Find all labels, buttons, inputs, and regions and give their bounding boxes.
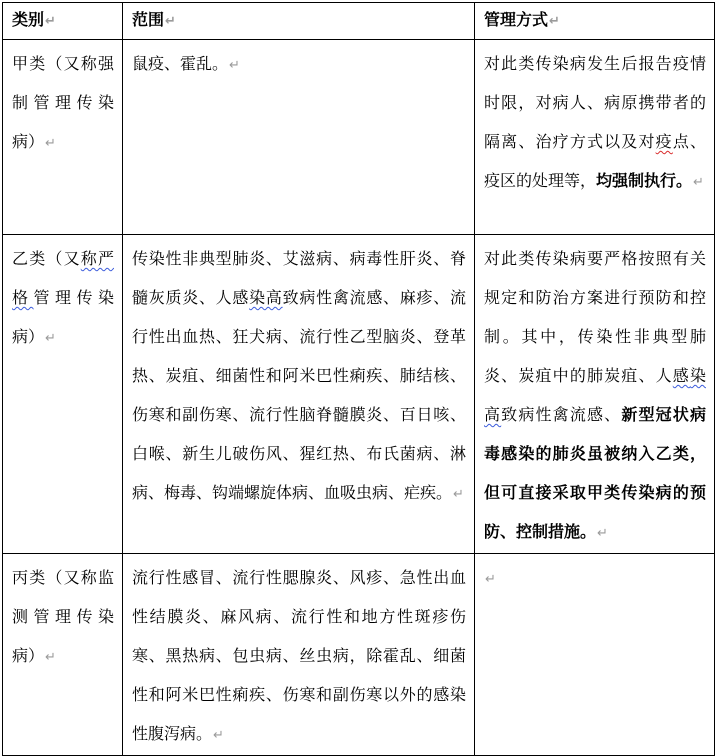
cell-scope-a [123,40,475,235]
management-b-bold: 新型冠状病毒感染的肺炎虽被纳入乙类，但可直接采取甲类传染病的预防、控制措施。 [484,405,706,541]
management-a-text-2: 点、疫区的处理等， [484,132,706,190]
table-row-class-c [3,554,715,756]
header-management [475,3,715,40]
paragraph-mark-icon: ↵ [693,175,704,190]
disease-classification-table [2,2,715,756]
header-row [3,3,715,40]
header-management-text: 管理方式 [484,10,549,29]
cell-category-c [3,554,123,756]
management-b-grammar-1: 感 [672,366,690,385]
cell-management-c [475,554,715,756]
header-category [3,3,123,40]
paragraph-mark-icon: ↵ [453,487,464,502]
paragraph-mark-icon: ↵ [485,572,496,587]
paragraph-mark-icon: ↵ [213,728,224,743]
paragraph-mark-icon: ↵ [45,14,56,29]
paragraph-mark-icon: ↵ [45,136,56,151]
management-a-bold: 均强制执行。 [596,171,693,190]
cell-scope-c [123,554,475,756]
category-b-text-1: 乙类（又 [12,249,81,268]
paragraph-mark-icon: ↵ [597,526,608,541]
cell-management-a [475,40,715,235]
header-category-text: 类别 [12,10,45,29]
management-b-grammar-2: 染高 [484,366,706,424]
management-a-spellcheck: 疫 [655,132,673,151]
management-b-text-1: 对此类传染病要严格按照有关规定和防治方案进行预防和控制。其中，传染性非典型肺炎、炭疽中的肺炭疽、人 [484,249,706,385]
management-b-text-2: 致病性禽流感、 [501,405,622,424]
table-row-class-a [3,40,715,235]
scope-b-text-1: 传染性非典型肺炎、艾滋病、病毒性肝炎、脊髓灰质炎、人感 [132,249,466,307]
category-b-text-2: 管理传染病） [12,288,114,346]
header-scope [123,3,475,40]
scope-b-grammar: 染高 [249,288,283,307]
cell-category-a [3,40,123,235]
paragraph-mark-icon: ↵ [45,650,56,665]
scope-c-text: 流行性感冒、流行性腮腺炎、风疹、急性出血性结膜炎、麻风病、流行性和地方性斑疹伤寒、黑热病、包虫病、丝虫病，除霍乱、细菌性和阿米巴性痢疾、伤寒和副伤寒以外的感染性腹泻病。 [132,568,466,743]
scope-b-text-2: 致病性禽流感、麻疹、流行性出血热、狂犬病、流行性乙型脑炎、登革热、炭疽、细菌性和阿米巴性痢疾、肺结核、伤寒和副伤寒、流行性脑脊髓膜炎、百日咳、白喉、新生儿破伤风、猩红热、布氏菌病、淋病、梅毒、钩端螺旋体病、血吸虫病、疟疾。 [132,288,466,502]
scope-a-text: 鼠疫、霍乱。 [132,54,229,73]
paragraph-mark-icon: ↵ [229,58,240,73]
category-a-text: 甲类（又称强制管理传染病） [12,54,114,151]
paragraph-mark-icon: ↵ [45,331,56,346]
cell-category-b [3,235,123,554]
header-scope-text: 范围 [132,10,165,29]
category-b-grammar-2: 格 [12,288,34,307]
cell-scope-b [123,235,475,554]
table-row-class-b [3,235,715,554]
management-a-text-1: 对此类传染病发生后报告疫情时限，对病人、病原携带者的隔离、治疗方式以及对 [484,54,706,151]
paragraph-mark-icon: ↵ [165,14,176,29]
paragraph-mark-icon: ↵ [549,14,560,29]
category-c-text: 丙类（又称监测管理传染病） [12,568,114,665]
category-b-grammar-1: 称严 [80,249,114,268]
cell-management-b [475,235,715,554]
